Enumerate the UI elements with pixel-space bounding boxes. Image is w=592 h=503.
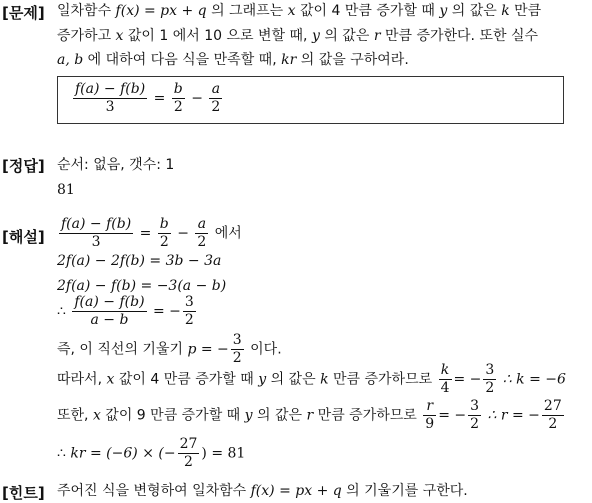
answer-line-1: 순서: 없음, 갯수: 1 (57, 157, 175, 173)
text: 값이 4 만큼 증가할 때 (295, 3, 440, 19)
fraction (183, 294, 196, 329)
math-var: x (287, 3, 296, 19)
explanation-line-1 (57, 216, 242, 251)
equation-box (57, 76, 564, 124)
therefore-symbol: ∴ (57, 303, 66, 320)
equals-sign: = (153, 90, 166, 107)
explanation-line-7 (57, 398, 566, 433)
math-var: x (106, 371, 115, 388)
text: 에서 (210, 225, 242, 242)
text: 따라서, (57, 371, 107, 388)
equals-sign: = − (438, 407, 467, 424)
denominator: a − b (90, 312, 129, 328)
denominator: 3 (91, 234, 101, 250)
explanation-label: [해설] (2, 228, 45, 246)
numerator: 3 (470, 398, 480, 414)
problem-line-3 (57, 51, 409, 69)
text: 에 대하여 다음 식을 만족할 때, (83, 52, 282, 68)
fraction (209, 81, 222, 116)
text: 만큼 증가한다. 또한 실수 (380, 28, 539, 44)
denominator: 2 (211, 99, 221, 115)
math-var: y (258, 371, 267, 388)
denominator: 2 (197, 234, 207, 250)
numerator: r (423, 398, 436, 416)
text: 의 값을 구하여라. (296, 52, 409, 68)
equals-sign: = − (453, 371, 482, 388)
text: 만큼 증가하므로 (328, 371, 437, 388)
fraction (73, 81, 147, 116)
fraction (468, 398, 481, 433)
explanation-line-6 (57, 362, 566, 397)
therefore-symbol: ∴ (57, 445, 66, 462)
math-function: f(x) = px + q (250, 483, 342, 499)
math-expression: ) = 81 (201, 445, 246, 462)
text: 의 값은 (319, 28, 374, 44)
result-expression: ∴ k = −6 (502, 371, 566, 388)
explanation-line-4 (57, 294, 198, 329)
denominator: 4 (440, 380, 450, 396)
math-var: r (373, 28, 381, 44)
numerator: a (209, 81, 222, 99)
denominator: 2 (184, 454, 193, 470)
denominator: 2 (159, 234, 169, 250)
fraction (423, 398, 436, 433)
fraction (158, 216, 171, 251)
result-expression: ∴ r = − (487, 407, 540, 424)
text: 만큼 (509, 3, 542, 19)
problem-label: [문제] (2, 4, 45, 22)
numerator: 3 (184, 294, 194, 310)
explanation-line-8 (57, 436, 245, 471)
fraction (172, 81, 185, 116)
minus-sign: − (191, 90, 203, 107)
denominator: 9 (425, 416, 435, 432)
fraction (178, 436, 200, 471)
math-var: y (439, 3, 448, 19)
text: 증가하고 (57, 28, 116, 44)
denominator: 2 (485, 380, 495, 396)
text: 의 값은 (252, 407, 307, 424)
denominator: 2 (548, 416, 558, 432)
math-var: k (501, 3, 510, 19)
hint-label: [힌트] (2, 484, 45, 502)
equals-sign: = − (152, 303, 181, 320)
math-expression: p = − (187, 341, 229, 358)
answer-label: [정답] (2, 157, 45, 175)
math-var: y (311, 28, 320, 44)
text: 만큼 증가하므로 (313, 407, 422, 424)
math-function: f(x) = px + q (115, 3, 207, 19)
numerator: f(a) − f(b) (74, 294, 145, 310)
numerator: 3 (232, 332, 242, 348)
math-var: k (320, 371, 329, 388)
math-var: r (306, 407, 314, 424)
fraction (483, 362, 496, 397)
denominator: 2 (470, 416, 480, 432)
math-expression: kr = (−6) × (− (70, 445, 176, 462)
box-equation (71, 81, 224, 116)
numerator: 27 (543, 398, 562, 414)
denominator: 2 (173, 99, 183, 115)
numerator: a (195, 216, 208, 234)
denominator: 3 (105, 99, 115, 115)
answer-value: 81 (57, 182, 75, 198)
numerator: 27 (179, 436, 198, 452)
text: 또한, (57, 407, 93, 424)
math-var: a, b (57, 52, 84, 68)
problem-line-2 (57, 27, 538, 45)
text: 의 값은 (447, 3, 502, 19)
fraction (195, 216, 208, 251)
text: 의 기울기를 구한다. (341, 483, 468, 499)
text: 값이 1 에서 10 으로 변할 때, (123, 28, 312, 44)
numerator: b (173, 81, 183, 97)
text: 즉, 이 직선의 기울기 (57, 341, 188, 358)
text: 이다. (245, 341, 282, 358)
math-var: x (92, 407, 101, 424)
numerator: k (439, 362, 452, 380)
numerator: 3 (485, 362, 495, 378)
text: 의 그래프는 (206, 3, 288, 19)
explanation-line-2: 2f(a) − 2f(b) = 3b − 3a (57, 253, 222, 269)
fraction (439, 362, 452, 397)
denominator: 2 (184, 312, 194, 328)
text: 주어진 식을 변형하여 일차함수 (57, 483, 251, 499)
fraction (72, 294, 146, 329)
text: 일차함수 (57, 3, 116, 19)
numerator: f(a) − f(b) (75, 81, 146, 97)
hint-line (57, 482, 468, 500)
text: 값이 9 만큼 증가할 때 (100, 407, 245, 424)
fraction (542, 398, 564, 433)
math-var: y (244, 407, 253, 424)
fraction (59, 216, 133, 251)
math-var: x (115, 28, 124, 44)
math-var: kr (281, 52, 297, 68)
problem-line-1 (57, 2, 541, 20)
text: 값이 4 만큼 증가할 때 (114, 371, 259, 388)
denominator: 2 (232, 350, 242, 366)
text: 의 값은 (266, 371, 321, 388)
numerator: b (159, 216, 169, 232)
numerator: f(a) − f(b) (61, 216, 132, 232)
minus-sign: − (177, 225, 189, 242)
explanation-line-3: 2f(a) − f(b) = −3(a − b) (57, 278, 227, 294)
equals-sign: = (139, 225, 152, 242)
